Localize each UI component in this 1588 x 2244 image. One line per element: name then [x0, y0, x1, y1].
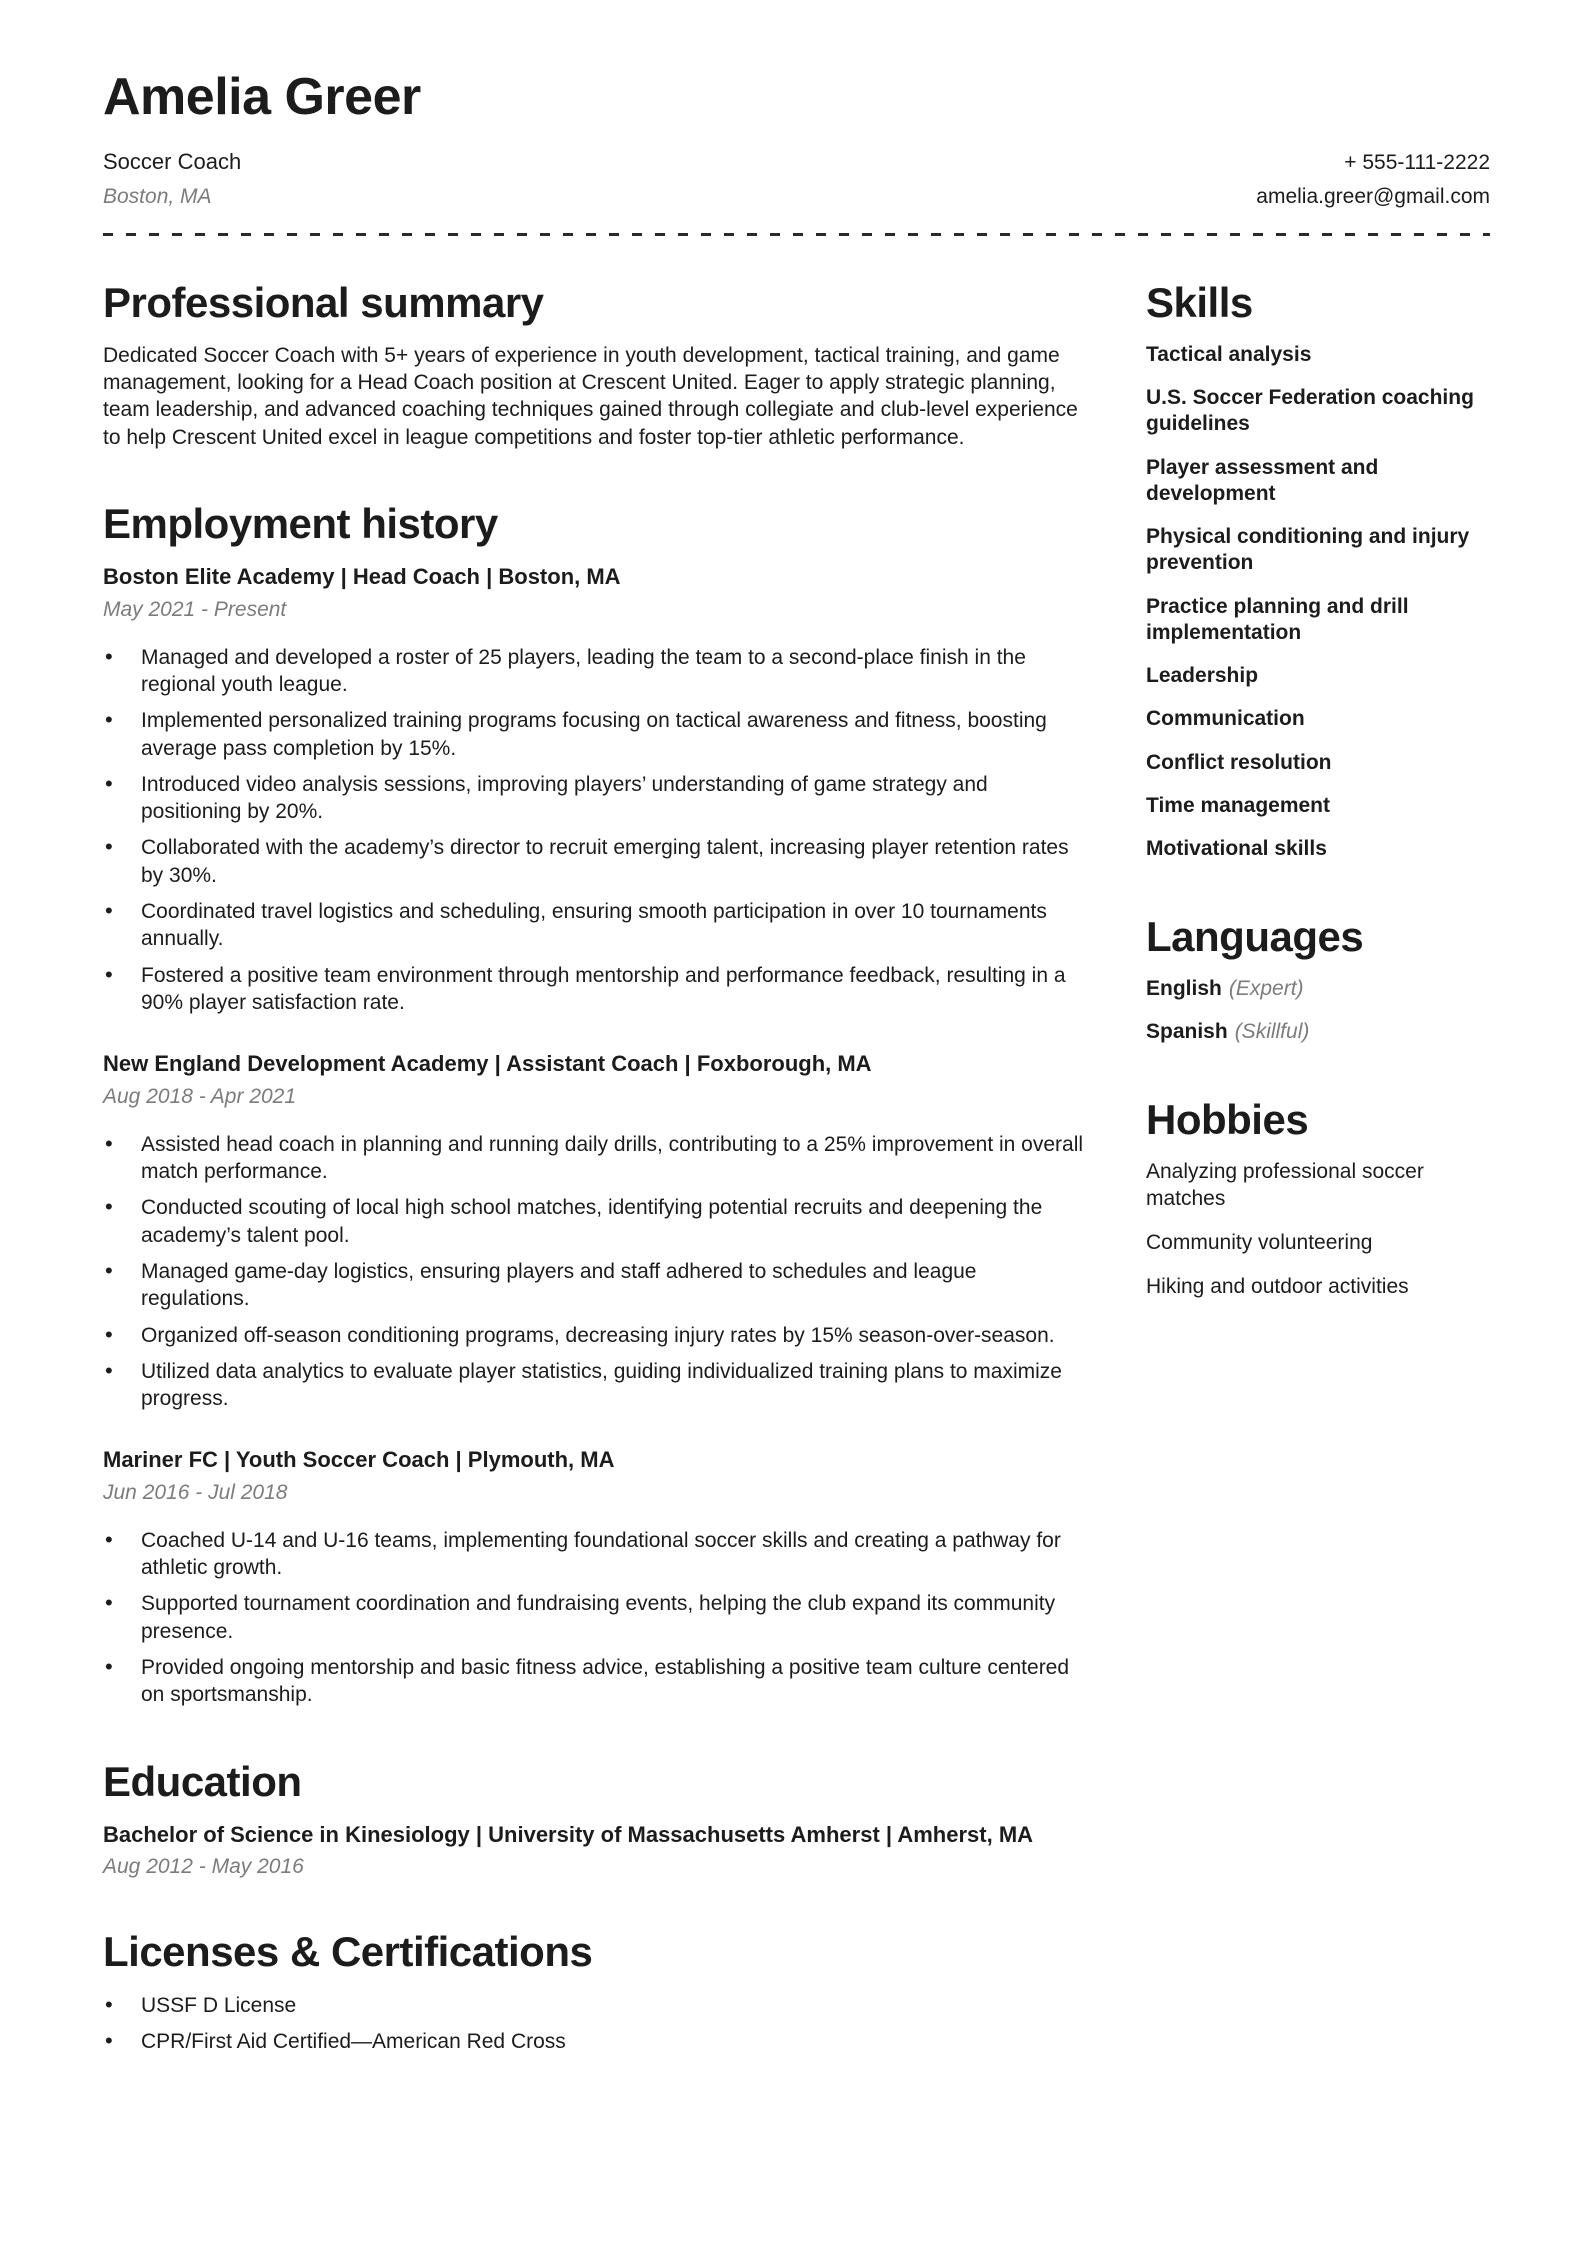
hobby-item: Hiking and outdoor activities — [1146, 1274, 1409, 1298]
licenses-heading: Licenses & Certifications — [103, 1928, 593, 1976]
skills-section — [1146, 280, 1490, 863]
language-item — [1146, 1019, 1490, 1045]
language-level: (Expert) — [1228, 977, 1304, 1001]
employment-heading: Employment history — [103, 499, 498, 547]
skill-item: Practice planning and drill implementation — [1146, 594, 1409, 644]
education-section — [103, 1759, 1088, 1880]
hobbies-heading: Hobbies — [1146, 1095, 1309, 1143]
degree-title: Bachelor of Science in Kinesiology | University of Massachusetts Amherst | Amherst, MA — [103, 1821, 1034, 1847]
contact-row-1 — [103, 149, 1490, 175]
skill-item: Leadership — [1146, 664, 1259, 688]
dashed-divider — [103, 233, 1490, 236]
bullet-item: • Provided ongoing mentorship and basic fitness advice, establishing a positive team culture centered on sportsmanship. — [103, 1654, 1088, 1709]
license-item: • CPR/First Aid Certified—American Red Cross — [103, 2028, 1088, 2055]
job-entry — [103, 1446, 1088, 1708]
resume-body — [103, 280, 1490, 2056]
bullet-list — [103, 1131, 1088, 1413]
bullet-item: • Managed and developed a roster of 25 players, leading the team to a second-place finish in the regional youth league. — [103, 644, 1088, 699]
skills-heading: Skills — [1146, 278, 1253, 326]
degree-dates: Aug 2012 - May 2016 — [103, 1855, 304, 1879]
licenses-section — [103, 1929, 1088, 2055]
languages-section — [1146, 914, 1490, 1045]
bullet-item: • Conducted scouting of local high school matches, identifying potential recruits and deepening the academy’s talent pool. — [103, 1194, 1088, 1249]
contact-row-2 — [103, 185, 1490, 209]
skill-item: Conflict resolution — [1146, 750, 1332, 774]
bullet-item: • Utilized data analytics to evaluate player statistics, guiding individualized training plans to maximize progress. — [103, 1358, 1088, 1413]
bullet-item: • Coached U-14 and U-16 teams, implementing foundational soccer skills and creating a pathway for athletic growth. — [103, 1527, 1088, 1582]
skill-item: Motivational skills — [1146, 837, 1327, 861]
phone-number: + 555-111-2222 — [1344, 150, 1490, 174]
bullet-item: • Supported tournament coordination and fundraising events, helping the club expand its community presence. — [103, 1590, 1088, 1645]
languages-heading: Languages — [1146, 913, 1364, 961]
job-title: Mariner FC | Youth Soccer Coach | Plymouth, MA — [103, 1447, 615, 1473]
job-entry — [103, 1050, 1088, 1412]
hobbies-section — [1146, 1097, 1490, 1301]
skill-item: Player assessment and development — [1146, 455, 1379, 505]
bullet-list — [103, 644, 1088, 1017]
main-column — [103, 280, 1088, 2056]
education-heading: Education — [103, 1757, 302, 1805]
hobby-item: Analyzing professional soccer matches — [1146, 1160, 1424, 1211]
skill-item: Communication — [1146, 707, 1305, 731]
language-name: Spanish — [1146, 1019, 1228, 1043]
candidate-location: Boston, MA — [103, 184, 212, 208]
skill-item: Time management — [1146, 793, 1331, 817]
bullet-item: • Fostered a positive team environment through mentorship and performance feedback, resulting in a 90% player satisfaction rate. — [103, 962, 1088, 1017]
bullet-item: • Assisted head coach in planning and running daily drills, contributing to a 25% improvement in overall match performance. — [103, 1131, 1088, 1186]
bullet-item: • Collaborated with the academy’s director to recruit emerging talent, increasing player retention rates by 30%. — [103, 834, 1088, 889]
summary-text: Dedicated Soccer Coach with 5+ years of experience in youth development, tactical training, and game management, looking for a Head Coach position at Crescent United. Eager to apply strategic planning, team leadership, and advanced coaching techniques gained through collegiate and club-level experience to help Crescent United excel in league competitions and foster top-tier athletic performance. — [103, 343, 1078, 449]
job-dates: Aug 2018 - Apr 2021 — [103, 1084, 297, 1108]
skill-item: U.S. Soccer Federation coaching guidelines — [1146, 386, 1474, 436]
summary-heading: Professional summary — [103, 278, 544, 326]
employment-section — [103, 501, 1088, 1709]
bullet-item: • Coordinated travel logistics and scheduling, ensuring smooth participation in over 10 tournaments annually. — [103, 898, 1088, 953]
skill-item: Tactical analysis — [1146, 342, 1312, 366]
bullet-item: • Introduced video analysis sessions, improving players’ understanding of game strategy and positioning by 20%. — [103, 771, 1088, 826]
language-name: English — [1146, 977, 1222, 1001]
resume-header — [103, 70, 1490, 236]
summary-section — [103, 280, 1088, 451]
license-item: • USSF D License — [103, 1992, 1088, 2019]
email-address: amelia.greer@gmail.com — [1256, 184, 1490, 208]
skill-item: Physical conditioning and injury prevention — [1146, 525, 1470, 575]
candidate-name: Amelia Greer — [103, 68, 421, 126]
bullet-item: • Organized off-season conditioning programs, decreasing injury rates by 15% season-over-season. — [103, 1322, 1088, 1349]
hobby-item: Community volunteering — [1146, 1230, 1373, 1254]
job-dates: Jun 2016 - Jul 2018 — [103, 1480, 288, 1504]
bullet-item: • Managed game-day logistics, ensuring players and staff adhered to schedules and league regulations. — [103, 1258, 1088, 1313]
license-list — [103, 1992, 1088, 2056]
sidebar — [1146, 280, 1490, 2056]
bullet-list — [103, 1527, 1088, 1709]
language-item — [1146, 976, 1490, 1002]
job-title: New England Development Academy | Assistant Coach | Foxborough, MA — [103, 1051, 872, 1077]
language-level: (Skillful) — [1234, 1019, 1310, 1043]
candidate-job-title: Soccer Coach — [103, 148, 242, 174]
job-entry — [103, 563, 1088, 1016]
job-dates: May 2021 - Present — [103, 597, 287, 621]
bullet-item: • Implemented personalized training programs focusing on tactical awareness and fitness, boosting average pass completion by 15%. — [103, 707, 1088, 762]
job-title: Boston Elite Academy | Head Coach | Boston, MA — [103, 564, 621, 590]
